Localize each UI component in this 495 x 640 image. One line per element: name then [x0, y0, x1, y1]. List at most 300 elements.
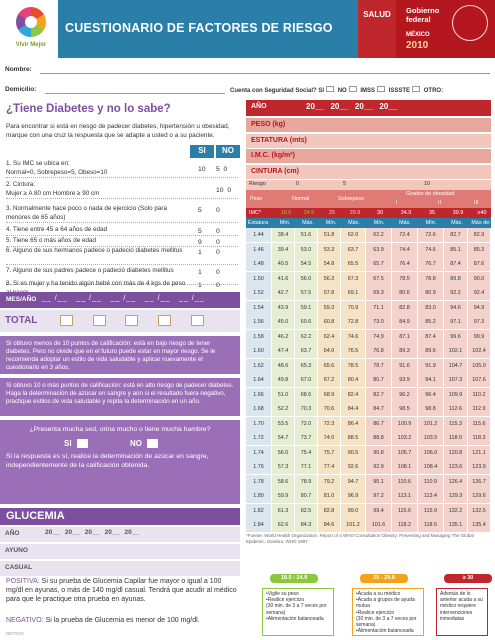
bmi-cell: 91.9 [418, 359, 444, 373]
question-1-divider [6, 177, 238, 178]
si-option[interactable]: SI [318, 88, 325, 94]
bmi-cell: 103.2 [392, 431, 418, 445]
right-ano-slots[interactable]: 20__ 20__ 20__ 20__ [306, 102, 398, 111]
question-3-divider [6, 222, 238, 223]
bmi-cell: 72.0 [295, 417, 318, 431]
high-risk-message: Si obtuvo 10 o más puntos de calificación: está en alto riesgo de padecer diabetes. Haga la determinación de azúcar en sangre y aún si el resultado fuera negativo, practique estilos de vida saludable y repita la determinación en un año. [0, 378, 240, 416]
category-1-badge: 25 - 29.9 [360, 574, 408, 583]
bmi-cell: 87.6 [468, 257, 491, 271]
bmi-cell: 99.0 [341, 504, 366, 518]
bmi-cell: 113.1 [392, 489, 418, 503]
bmi-cell: 58.6 [272, 475, 295, 489]
bmi-cell: 47.4 [272, 344, 295, 358]
bmi-cell: 109.9 [444, 388, 468, 402]
bmi-cell: 74.6 [341, 330, 366, 344]
bmi-cell: 68.6 [295, 388, 318, 402]
domicilio-label: Domicilio: [5, 86, 37, 93]
bmi-cell: 52.2 [272, 402, 295, 416]
riesgo-10: 10 [424, 181, 430, 187]
grado-2: II [438, 200, 441, 206]
bmi-cell: 56.0 [272, 446, 295, 460]
bmi-cell: 65.3 [295, 359, 318, 373]
bmi-cell: 46.2 [272, 330, 295, 344]
bmi-cell: 126.7 [468, 475, 491, 489]
measure-row-2[interactable] [246, 149, 491, 163]
bmi-cell: 65.6 [318, 359, 341, 373]
bmi-cell: 85.1 [444, 243, 468, 257]
bmi-cell: 78.5 [392, 272, 418, 286]
grado-3: III [474, 200, 479, 206]
question-4-si-value[interactable]: 5 [198, 228, 202, 235]
bmi-cell: 72.8 [341, 315, 366, 329]
bmi-cell: 1.72 [246, 431, 272, 445]
bmi-cell: 53.0 [295, 243, 318, 257]
bmi-cell: 101.2 [341, 518, 366, 532]
bmi-cell: 99.4 [366, 504, 392, 518]
nombre-field[interactable] [40, 73, 490, 74]
bmi-cell: 62.2 [295, 330, 318, 344]
bmi-cell: 112.9 [468, 402, 491, 416]
bmi-cell: 108.4 [418, 460, 444, 474]
bmi-cell: 132.2 [444, 504, 468, 518]
bmi-cell: 84.4 [341, 402, 366, 416]
bmi-cell: 74.6 [418, 243, 444, 257]
bmi-cell: 102.1 [444, 344, 468, 358]
bmi-cell: 74.0 [318, 431, 341, 445]
no-checkbox[interactable] [349, 86, 357, 92]
bmi-cell: 80.4 [341, 373, 366, 387]
bmi-cell: 59.1 [295, 301, 318, 315]
bmi-cell: 57.3 [272, 460, 295, 474]
question-2-no-value[interactable]: 10 0 [216, 187, 232, 194]
ayuno-label: AYUNO [5, 547, 28, 554]
grado-1: I [396, 200, 398, 206]
bmi-cell: 63.9 [366, 243, 392, 257]
bmi-cell: 61.3 [272, 504, 295, 518]
question-8-si-value[interactable]: 1 [198, 282, 202, 289]
bmi-cell: 54.5 [295, 257, 318, 271]
question-3-no-value[interactable]: 0 [216, 207, 220, 214]
total-boxes[interactable] [60, 315, 204, 326]
bmi-cell: 110.9 [418, 475, 444, 489]
bmi-row-7 [246, 330, 491, 345]
bmi-cell: 85.3 [468, 243, 491, 257]
bmi-cell: 104.7 [444, 359, 468, 373]
domicilio-field[interactable] [45, 93, 225, 94]
bmi-row-12 [246, 402, 491, 417]
bmi-cell: 99.9 [468, 330, 491, 344]
bmi-cell: 1.62 [246, 359, 272, 373]
bmi-cell: 129.6 [468, 489, 491, 503]
bmi-cell: 1.44 [246, 228, 272, 242]
imc-value-2: 25 [329, 210, 335, 216]
bmi-cell: 82.9 [468, 228, 491, 242]
bmi-row-11 [246, 388, 491, 403]
gobierno-federal-block [396, 0, 495, 58]
question-7: 7. Alguno de sus padres padece o padeció diabetes mellitus [6, 267, 174, 274]
bmi-cell: 56.0 [295, 272, 318, 286]
imc-value-3: 29.9 [349, 210, 361, 216]
bmi-cell: 1.68 [246, 402, 272, 416]
bmi-cell: 69.1 [341, 286, 366, 300]
minmax-0: Mín. [279, 220, 291, 226]
bmi-cell: 100.9 [392, 417, 418, 431]
bmi-row-13 [246, 417, 491, 432]
bmi-cell: 76.5 [341, 344, 366, 358]
question-1: 1. Su IMC se ubica en: Normal=0, Sobrepeso=5, Obeso=10 [6, 160, 108, 176]
estatura-label: Estatura [248, 220, 269, 226]
bmi-cell: 51.6 [295, 228, 318, 242]
glucemia-ano-label: AÑO [5, 530, 20, 537]
bmi-cell: 81.0 [318, 489, 341, 503]
bmi-cell: 62.4 [318, 330, 341, 344]
negativa-label: NEGATIVO: [6, 617, 44, 624]
bmi-cell: 93.9 [392, 373, 418, 387]
bmi-cell: 126.4 [444, 475, 468, 489]
symptoms-no-checkbox[interactable] [147, 439, 158, 448]
bmi-cell: 88.5 [341, 431, 366, 445]
bmi-cell: 83.0 [418, 301, 444, 315]
imc-value-5: 34.9 [400, 210, 412, 216]
symptoms-si-label: SI [64, 439, 72, 448]
bmi-cell: 115.6 [468, 417, 491, 431]
mes-ano-label: MES/AÑO [6, 296, 37, 303]
question-6-no-value[interactable]: 0 [216, 249, 220, 256]
bmi-cell: 65.5 [341, 257, 366, 271]
casual-label: CASUAL [5, 564, 33, 571]
no-option[interactable]: NO [337, 88, 347, 94]
bmi-cell: 1.50 [246, 272, 272, 286]
bmi-cell: 62.0 [341, 228, 366, 242]
bmi-cell: 82.8 [392, 301, 418, 315]
bmi-cell: 60.6 [295, 315, 318, 329]
bmi-cell: 78.7 [366, 359, 392, 373]
question-2: 2. Cintura: Mujer ≥ A 80 cm Hombre ≥ 90 cm [6, 181, 100, 197]
salud-label: SALUD [358, 0, 396, 58]
bmi-cell: 76.4 [392, 257, 418, 271]
bmi-cell: 72.4 [392, 228, 418, 242]
symptoms-advice: Si la respuesta es sí, realice la determinación de azúcar en sangre, independientemente de la calificación obtenida. [6, 453, 209, 470]
riesgo-5: 5 [343, 181, 346, 187]
symptoms-no-label: NO [130, 439, 143, 448]
bmi-cell: 85.2 [418, 315, 444, 329]
normal-label: Normal [292, 196, 310, 202]
glucemia-ayuno-row[interactable] [0, 544, 240, 559]
bmi-cell: 79.2 [318, 475, 341, 489]
question-8: 8. Si es mujer y ha tenido algún bebé con más de 4 kgs de peso [6, 280, 186, 287]
minmax-2: Mín. [325, 220, 337, 226]
right-ano-label: AÑO [251, 103, 267, 110]
bmi-cell: 78.9 [295, 475, 318, 489]
bmi-cell: 75.4 [295, 446, 318, 460]
bmi-cell: 99.6 [444, 330, 468, 344]
bmi-cell: 76.7 [418, 257, 444, 271]
measure-row-3[interactable] [246, 165, 491, 179]
bmi-cell: 135.4 [468, 518, 491, 532]
bmi-row-5 [246, 301, 491, 316]
imc-value-6: 35 [429, 210, 435, 216]
bmi-cell: 86.4 [341, 417, 366, 431]
bmi-cell: 82.4 [341, 388, 366, 402]
bmi-row-2 [246, 257, 491, 272]
bmi-cell: 89.8 [444, 272, 468, 286]
issste-option[interactable]: ISSSTE [388, 88, 411, 94]
diabetes-intro: Para encontrar si está en riesgo de padecer diabetes, hipertensión u obesidad, marque con una cruz la respuesta que se adapte a usted o a su paciente. [6, 123, 230, 139]
bmi-cell: 70.9 [341, 301, 366, 315]
bmi-cell: 57.8 [318, 286, 341, 300]
bmi-cell: 123.6 [444, 460, 468, 474]
glucemia-casual-row[interactable] [0, 561, 240, 576]
nombre-label: Nombre: [5, 66, 32, 73]
positiva-label: POSITIVA: [6, 578, 40, 585]
bmi-cell: 76.8 [366, 344, 392, 358]
si-checkbox[interactable] [326, 86, 334, 92]
bmi-cell: 77.4 [318, 460, 341, 474]
minmax-1: Máx. [302, 220, 314, 226]
question-7-si-value[interactable]: 1 [198, 269, 202, 276]
imc-value-0: 18.5 [280, 210, 292, 216]
no-column-header: NO [216, 145, 240, 158]
question-3-si-value[interactable]: 5 [198, 207, 202, 214]
bmi-cell: 1.80 [246, 489, 272, 503]
bmi-cell: 84.7 [366, 402, 392, 416]
bmi-cell: 40.5 [272, 257, 295, 271]
bmi-cell: 115.6 [392, 504, 418, 518]
gobierno-federal-label: Gobierno federal [406, 6, 440, 24]
question-3: 3. Normalmente hace poco o nada de ejercicio (Solo para menores de 65 años) [6, 205, 168, 221]
bmi-cell: 115.9 [418, 504, 444, 518]
question-7-no-value[interactable]: 0 [216, 269, 220, 276]
bmi-cell: 80.9 [418, 286, 444, 300]
mexico-label: MÉXICO [406, 32, 430, 38]
bmi-cell: 118.2 [392, 518, 418, 532]
minmax-8: Más de: [471, 220, 491, 226]
bmi-cell: 103.5 [418, 431, 444, 445]
bmi-cell: 57.5 [295, 286, 318, 300]
bmi-cell: 90.5 [341, 446, 366, 460]
bmi-cell: 84.3 [295, 518, 318, 532]
bmi-cell: 53.5 [272, 417, 295, 431]
question-5-si-value[interactable]: 9 [198, 239, 202, 246]
vivir-mejor-logo [6, 4, 56, 54]
bmi-cell: 97.1 [444, 315, 468, 329]
bmi-cell: 110.2 [468, 388, 491, 402]
si-column-header: SI [190, 145, 214, 158]
bmi-cell: 72.6 [418, 228, 444, 242]
bmi-cell: 118.5 [418, 518, 444, 532]
right-ano-header [246, 100, 491, 116]
bmi-cell: 78.5 [341, 359, 366, 373]
bmi-cell: 1.46 [246, 243, 272, 257]
bmi-cell: 82.5 [295, 504, 318, 518]
issste-checkbox[interactable] [412, 86, 420, 92]
bmi-cell: 68.9 [318, 388, 341, 402]
bmi-cell: 121.1 [468, 446, 491, 460]
measure-label-2: I.M.C. (kg/m²) [251, 152, 295, 159]
bmi-cell: 96.2 [392, 388, 418, 402]
bmi-cell: 96.9 [341, 489, 366, 503]
bmi-row-4 [246, 286, 491, 301]
category-0-advice: •Vigile su peso •Realice ejercicio (30 min. de 3 a 7 veces por semana) •Alimentación balanceada [262, 588, 334, 636]
question-5-no-value[interactable]: 0 [216, 239, 220, 246]
bmi-cell: 106.0 [418, 446, 444, 460]
bmi-cell: 1.56 [246, 315, 272, 329]
imss-option[interactable]: IMSS [360, 88, 376, 94]
bmi-cell: 80.6 [392, 286, 418, 300]
bmi-cell: 59.9 [272, 489, 295, 503]
question-6-divider [6, 264, 238, 265]
riesgo-row [246, 180, 491, 190]
measure-label-3: CINTURA (cm) [251, 167, 299, 175]
bmi-cell: 65.7 [366, 257, 392, 271]
header [0, 0, 495, 58]
positiva-text [6, 577, 238, 604]
bmi-cell: 88.8 [366, 431, 392, 445]
positiva-desc: Si su prueba de Glucemia Capilar fue mayor o igual a 100 mg/dl en ayunas, o más de 140 mg/dl casual. Tendrá que acudir al médico para que le practique otra prueba en ayunas. [6, 578, 237, 603]
otro-option[interactable]: OTRO: [423, 88, 444, 94]
bmi-cell: 73.0 [366, 315, 392, 329]
bmi-row-19 [246, 504, 491, 519]
riesgo-label: Riesgo [249, 181, 266, 187]
bmi-row-18 [246, 489, 491, 504]
bmi-cell: 84.6 [318, 518, 341, 532]
bmi-cell: 1.78 [246, 475, 272, 489]
bmi-cell: 107.6 [468, 373, 491, 387]
negativa-text [6, 616, 238, 625]
question-4-no-value[interactable]: 0 [216, 228, 220, 235]
question-6-si-value[interactable]: 1 [198, 249, 202, 256]
imss-checkbox[interactable] [377, 86, 385, 92]
bmi-cell: 135.1 [444, 518, 468, 532]
bmi-cell: 94.1 [418, 373, 444, 387]
bmi-cell: 71.1 [366, 301, 392, 315]
bmi-cell: 118.0 [444, 431, 468, 445]
bmi-cell: 67.2 [318, 373, 341, 387]
page-title: CUESTIONARIO DE FACTORES DE RIESGO [65, 21, 333, 35]
form-code: DETSYC [6, 631, 25, 636]
bmi-cell: 112.6 [444, 402, 468, 416]
minmax-3: Máx. [348, 220, 360, 226]
bmi-cell: 94.7 [341, 475, 366, 489]
imc-label: IMC* [249, 210, 261, 216]
bmi-cell: 92.9 [366, 460, 392, 474]
bmi-cell: 1.64 [246, 373, 272, 387]
bmi-cell: 75.7 [318, 446, 341, 460]
bmi-cell: 74.4 [392, 243, 418, 257]
bmi-cell: 96.4 [418, 388, 444, 402]
measure-label-0: PESO (kg) [251, 121, 286, 128]
mes-ano-slots[interactable]: __ /__ __ /__ __ /__ __ /__ __ /__ [42, 295, 205, 302]
bmi-cell: 94.9 [468, 301, 491, 315]
question-4: 4. Tiene entre 45 a 64 años de edad [6, 226, 108, 233]
glucemia-ano-slots[interactable]: 20__ 20__ 20__ 20__ 20__ [45, 529, 139, 536]
question-8-no-value[interactable]: 0 [216, 282, 220, 289]
bmi-row-15 [246, 446, 491, 461]
category-1-advice: •Acuda a su médico •Acuda a grupos de ayuda mutua •Realice ejercicio (30 min. de 3 a 7 veces por semana) •Alimentación balanceada [352, 588, 424, 636]
bmi-cell: 62.6 [272, 518, 295, 532]
bmi-cell: 105.0 [468, 359, 491, 373]
bmi-cell: 62.2 [366, 228, 392, 242]
question-1-si-value[interactable]: 10 [198, 166, 206, 173]
bmi-cell: 89.6 [418, 344, 444, 358]
imc-value-1: 24.9 [303, 210, 315, 216]
bmi-cell: 63.7 [295, 344, 318, 358]
bmi-row-16 [246, 460, 491, 475]
bmi-cell: 87.4 [418, 330, 444, 344]
bmi-cell: 1.52 [246, 286, 272, 300]
bmi-cell: 70.6 [318, 402, 341, 416]
bmi-cell: 43.9 [272, 301, 295, 315]
measure-row-0[interactable] [246, 118, 491, 132]
bmi-cell: 82.8 [318, 504, 341, 518]
symptoms-box [0, 420, 240, 504]
symptoms-si-checkbox[interactable] [77, 439, 88, 448]
bmi-row-10 [246, 373, 491, 388]
bmi-cell: 56.3 [318, 272, 341, 286]
minmax-5: Máx. [399, 220, 411, 226]
bmi-header [246, 190, 491, 218]
question-4-divider [6, 235, 238, 236]
bmi-cell: 67.0 [295, 373, 318, 387]
question-6: 6. Alguno de sus hermanos padece o padeció diabetes mellitus [6, 247, 183, 254]
minmax-7: Máx. [451, 220, 463, 226]
bmi-cell: 77.1 [295, 460, 318, 474]
bmi-row-20 [246, 518, 491, 533]
bmi-cell: 1.54 [246, 301, 272, 315]
bmi-cell: 1.66 [246, 388, 272, 402]
bmi-cell: 80.7 [366, 373, 392, 387]
imc-value-4: 30 [377, 210, 383, 216]
bmi-cell: 82.7 [444, 228, 468, 242]
seguridad-label [230, 86, 443, 94]
bmi-cell: 72.3 [318, 417, 341, 431]
bmi-cell: 89.3 [392, 344, 418, 358]
bmi-row-17 [246, 475, 491, 490]
bmi-row-14 [246, 431, 491, 446]
bmi-cell: 120.8 [444, 446, 468, 460]
bmi-cell: 92.4 [468, 286, 491, 300]
question-1-no-value[interactable]: 5 0 [216, 166, 228, 173]
mes-ano-bar [0, 292, 240, 308]
low-risk-message: Si obtuvo menos de 10 puntos de calificación: está en bajo riesgo de tener diabetes. Pero no olvide que en el futuro puede estar en mayor riesgo. Se le recomienda adoptar un estilo de vida saludable y aplicar nuevamente el cuestionario en 3 años. [0, 336, 240, 374]
question-2-divider [6, 198, 238, 199]
bmi-row-0 [246, 228, 491, 243]
bmi-cell: 97.3 [468, 315, 491, 329]
diabetes-title: ¿Tiene Diabetes y no lo sabe? [6, 103, 171, 115]
grados-label: Grados de obesidad [406, 191, 455, 197]
bmi-cell: 49.8 [272, 373, 295, 387]
bmi-cell: 38.4 [272, 228, 295, 242]
source-note: *Fuente: World Health Organization. Report of a WHO Consultation Obesity: Preventing and Managing The Global Epidemic. Ginebra, WHO 1997 [246, 533, 474, 544]
measure-row-1[interactable] [246, 134, 491, 148]
bmi-cell: 82.7 [366, 388, 392, 402]
bmi-cell: 78.8 [418, 272, 444, 286]
imc-value-7: 39.9 [452, 210, 464, 216]
national-seal-icon [452, 5, 488, 41]
bmi-cell: 91.6 [392, 359, 418, 373]
glucemia-ano-row [0, 527, 240, 542]
bmi-cell: 80.7 [295, 489, 318, 503]
bmi-cell: 92.6 [341, 460, 366, 474]
category-2-advice: Además de lo anterior acuda a su médico requiere intervenciones inmediatas [436, 588, 488, 636]
bmi-cell: 54.7 [272, 431, 295, 445]
total-bar [0, 310, 240, 332]
measure-label-1: ESTATURA (mts) [251, 136, 307, 144]
category-0-badge: 18.5 - 24.9 [270, 574, 318, 583]
bmi-cell: 97.2 [366, 489, 392, 503]
bmi-cell: 94.6 [444, 301, 468, 315]
bmi-cell: 87.1 [392, 330, 418, 344]
